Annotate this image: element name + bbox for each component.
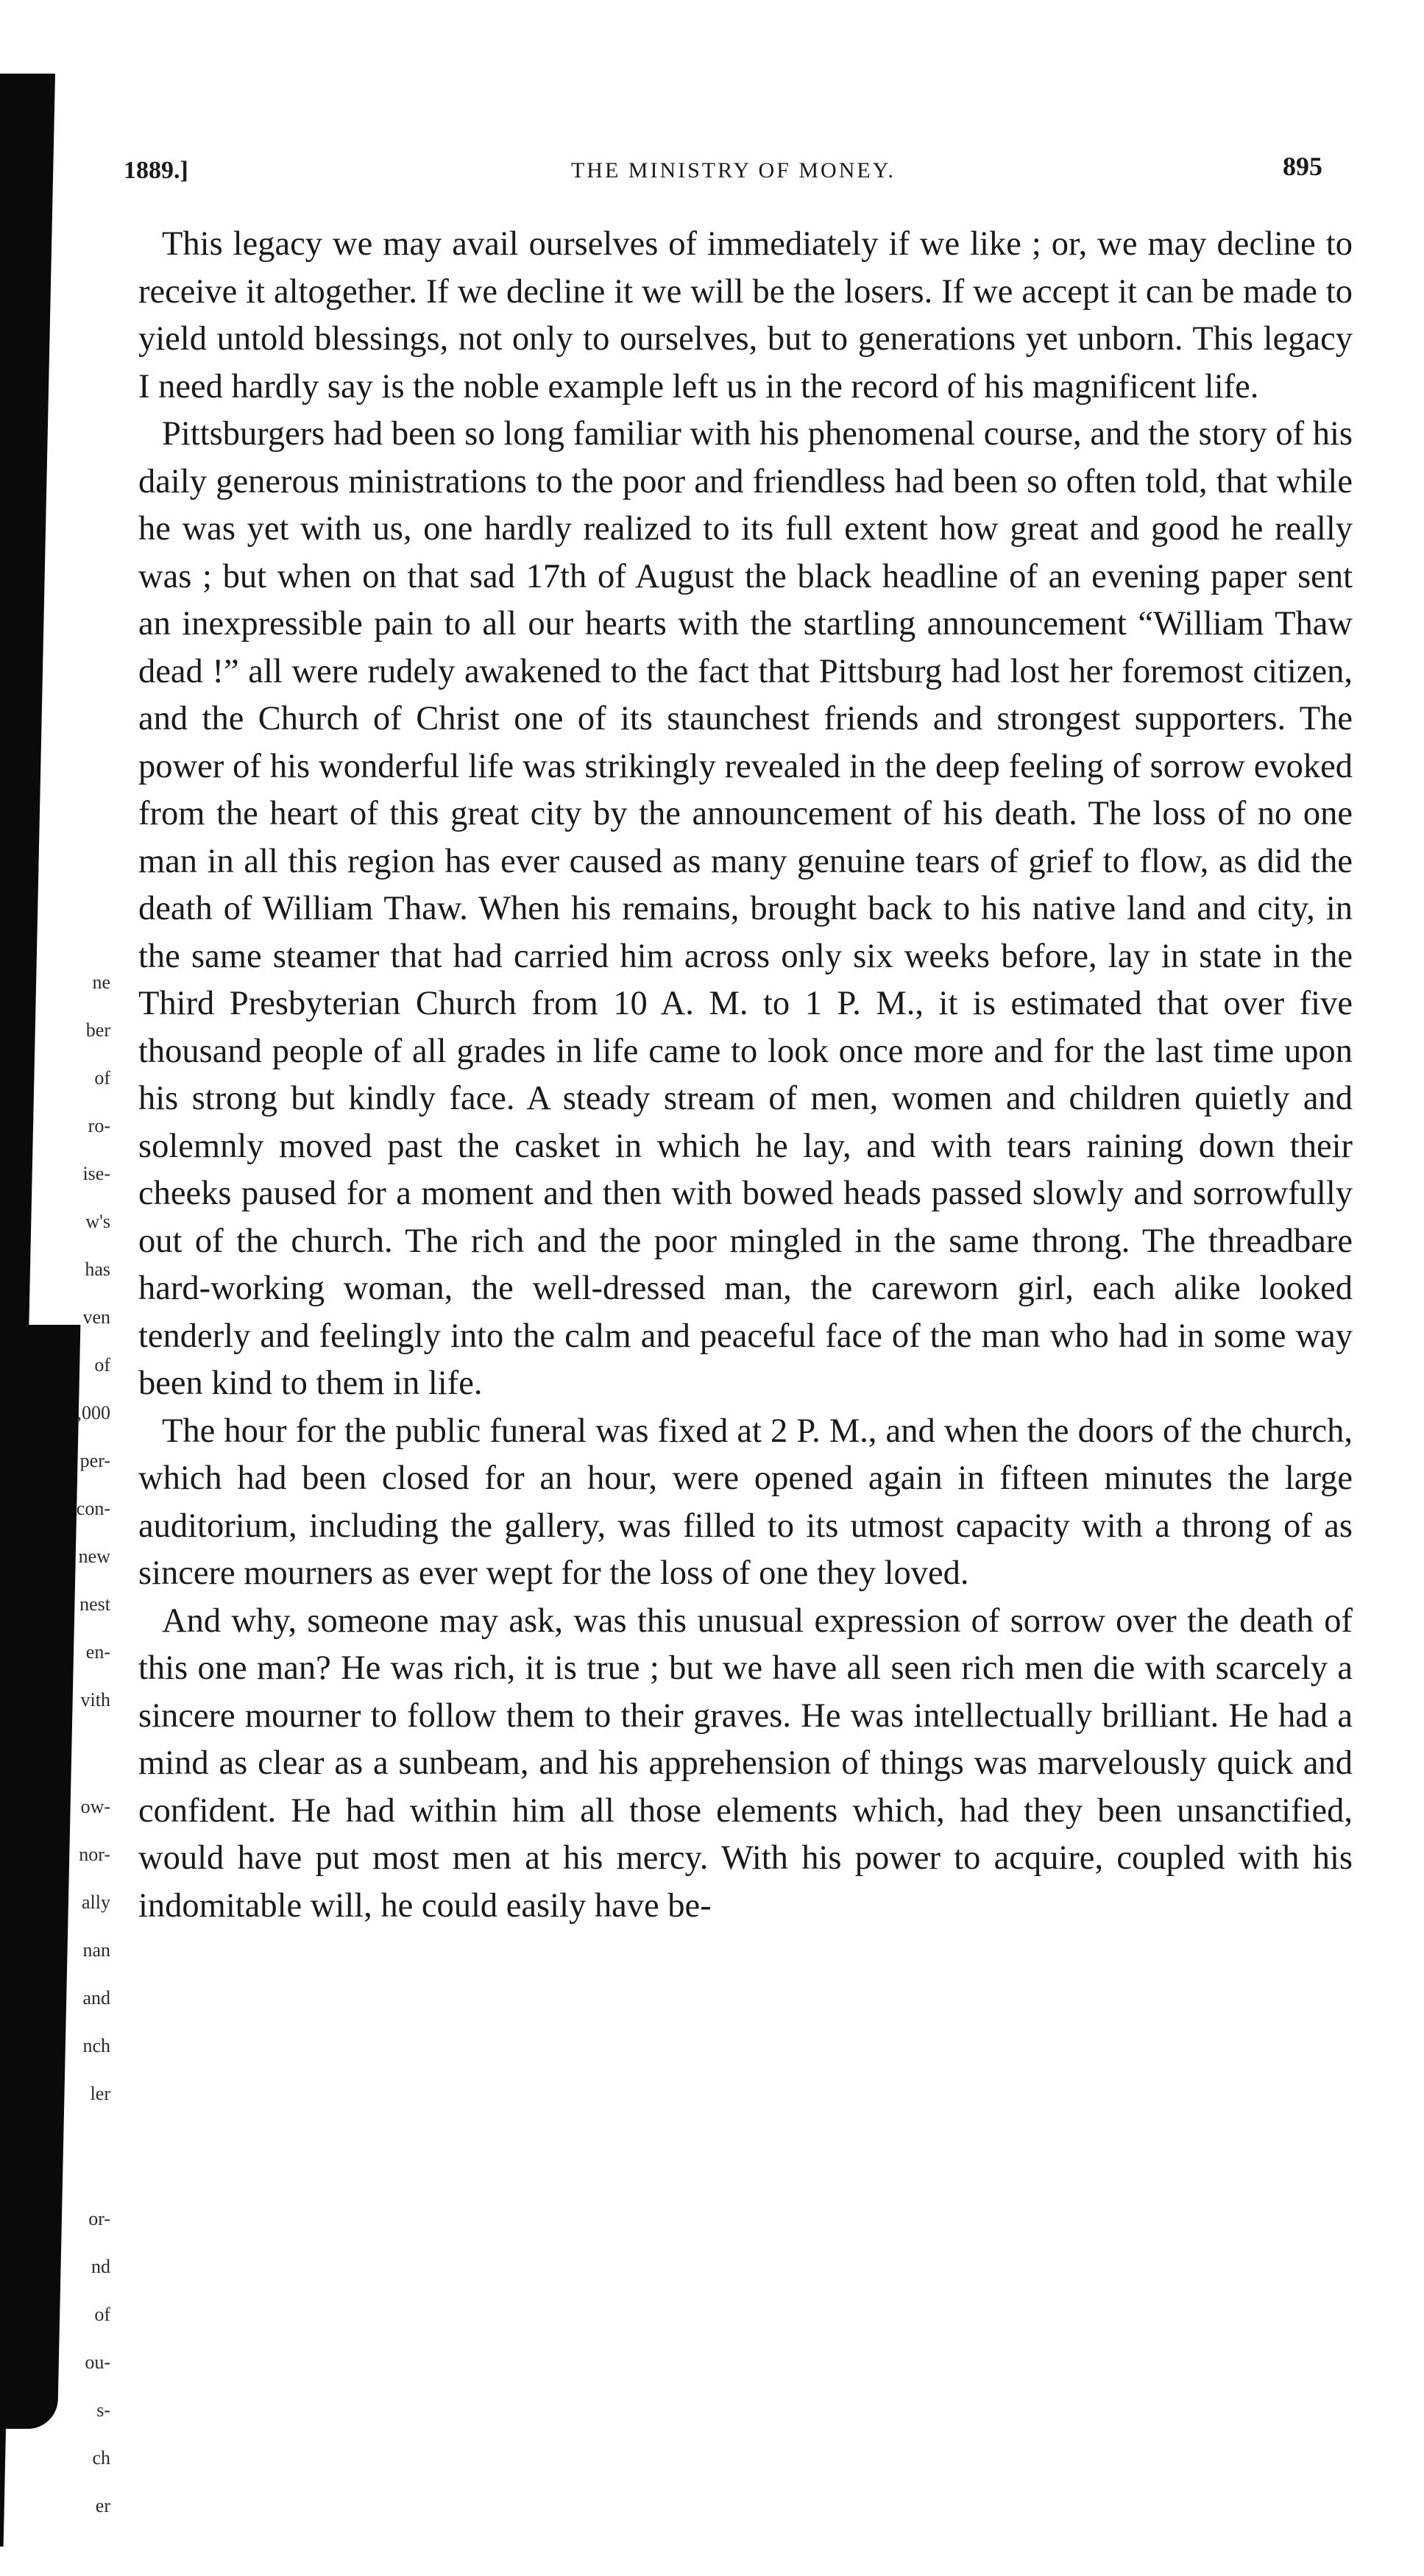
- page-number: 895: [1283, 152, 1322, 181]
- facing-page-fragment: w's: [85, 1211, 110, 1232]
- facing-page-fragment: ou-: [85, 2352, 110, 2373]
- header-title: THE MINISTRY OF MONEY.: [570, 158, 896, 183]
- facing-page-fragment: new: [78, 1546, 110, 1567]
- header-year: 1889.]: [124, 157, 188, 184]
- facing-page-fragment: per-: [79, 1450, 110, 1471]
- facing-page-fragment: nan: [82, 1939, 110, 1961]
- facing-page-fragment: er: [95, 2495, 110, 2516]
- facing-page-fragment: nest: [79, 1593, 110, 1615]
- facing-page-fragment: of: [94, 1354, 110, 1376]
- facing-page-fragment: ally: [82, 1892, 110, 1913]
- facing-page-fragment: ise-: [82, 1163, 110, 1184]
- facing-page-fragment: ro-: [88, 1115, 110, 1136]
- running-head: [124, 151, 1343, 188]
- facing-page-fragment: ,000: [77, 1402, 110, 1423]
- facing-page-fragment: or-: [88, 2208, 110, 2229]
- paragraph-why-sorrow: And why, someone may ask, was this unusual expression of sorrow over the death of this one man? He was rich, it is true ; but we have all seen rich men die with scarcely a sincere mourner to follow them to their graves. He was intellectually brilliant. He had a mind as clear as a sunbeam, and his apprehension of things was marvelously quick and confident. He had within him all those elements which, had they been unsanctified, would have put most men at his mercy. With his power to acquire, coupled with his indomitable will, he could easily have be-: [138, 1602, 1353, 1925]
- facing-page-fragment: nch: [82, 2035, 110, 2056]
- facing-page-fragment: ow-: [80, 1796, 110, 1817]
- facing-page-fragment: ne: [92, 972, 110, 993]
- facing-page-fragment: of: [94, 2304, 110, 2325]
- facing-page-fragment: nd: [91, 2256, 110, 2277]
- paragraph-pittsburgers: Pittsburgers had been so long familiar with his phenomenal course, and the story of his daily generous ministrations to the poor and friendless had been so often told, that while he was yet with us, one hardly realized to its full extent how great and good he really was ; but when on that sad 17th of August the black headline of an evening paper sent an inexpressible pain to all our hearts with the startling announcement “William Thaw dead !” all were rudely awakened to the fact that Pittsburg had lost her foremost citizen, and the Church of Christ one of its staunchest friends and strongest supporters. The power of his wonderful life was strikingly revealed in the deep feeling of sorrow evoked from the heart of this great city by the announcement of his death. The loss of no one man in all this region has ever caused as many genuine tears of grief to flow, as did the death of William Thaw. When his remains, brought back to his native land and city, in the same steamer that had carried him across only six weeks before, lay in state in the Third Presbyterian Church from 10 A. M. to 1 P. M., it is estimated that over five thousand people of all grades in life came to look once more and for the last time upon his strong but kindly face. A steady stream of men, women and children quietly and solemnly moved past the casket in which he lay, and with tears raining down their cheeks paused for a moment and then with bowed heads passed slowly and sorrowfully out of the church. The rich and the poor mingled in the same throng. The threadbare hard-working woman, the well-dressed man, the careworn girl, each alike looked tenderly and feelingly into the calm and peaceful face of the man who had in some way been kind to them in life.: [138, 415, 1353, 1402]
- facing-page-fragment: nor-: [79, 1844, 110, 1865]
- facing-page-fragment: and: [82, 1987, 110, 2009]
- facing-page-fragment: ch: [92, 2447, 110, 2469]
- facing-page-fragment: ler: [90, 2083, 110, 2104]
- facing-page-fragment: ven: [82, 1306, 110, 1328]
- paragraph-legacy: This legacy we may avail ourselves of immediately if we like ; or, we may decline to receive it altogether. If we decline it we will be the losers. If we accept it can be made to yield untold blessings, not only to ourselves, but to generations yet unborn. This legacy I need hardly say is the noble example left us in the record of his magnificent life.: [138, 225, 1353, 406]
- facing-page-fragment: vith: [80, 1689, 110, 1710]
- facing-page-fragment: of: [94, 1067, 110, 1089]
- facing-page-fragment: ber: [85, 1019, 110, 1041]
- facing-page-fragment: has: [85, 1259, 110, 1280]
- paragraph-funeral-hour: The hour for the public funeral was fixed at 2 P. M., and when the doors of the church, which had been closed for an hour, were opened again in fifteen minutes the large auditorium, including the gallery, was filled to its utmost capacity with a throng of as sincere mourners as ever wept for the loss of one they loved.: [138, 1412, 1353, 1592]
- facing-page-fragment: en-: [85, 1641, 110, 1663]
- facing-page-fragment: con-: [76, 1498, 110, 1519]
- article-body: [138, 221, 1353, 1930]
- facing-page-fragment: s-: [96, 2399, 110, 2421]
